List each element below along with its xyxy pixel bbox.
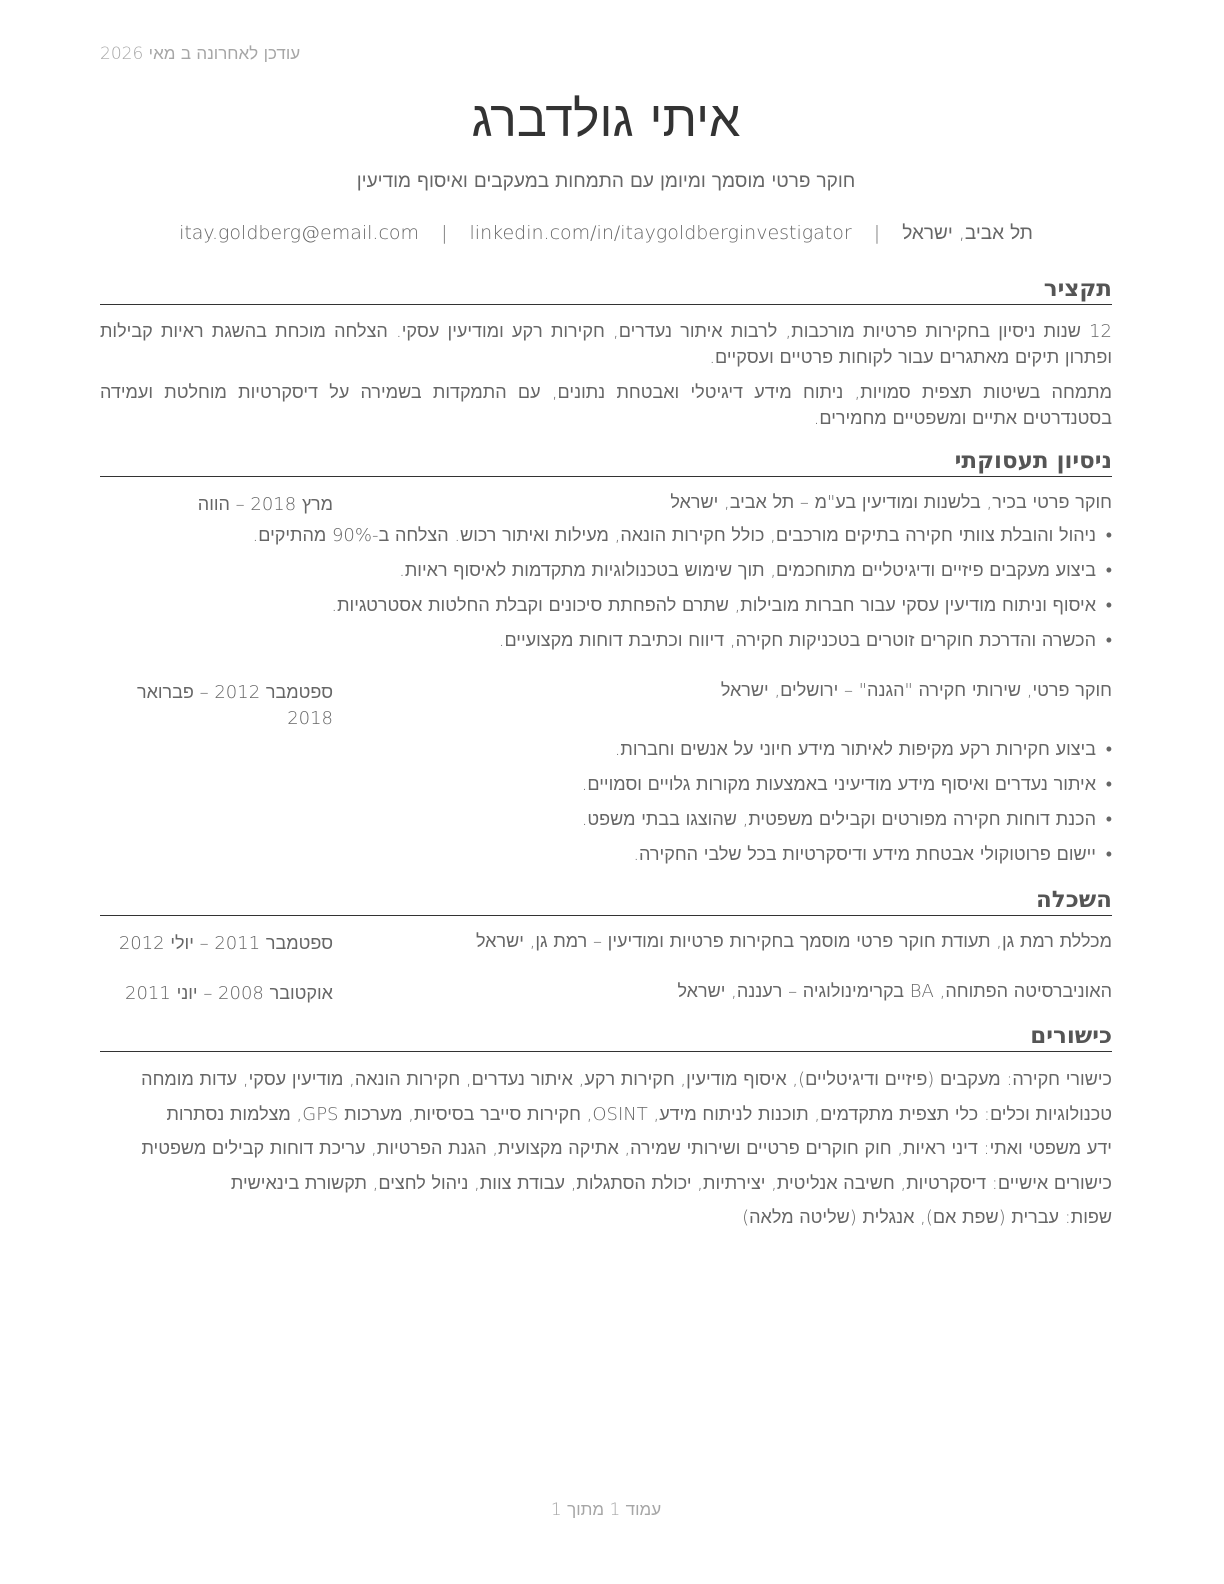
job-title: חוקר פרטי, שירותי חקירה "הגנה" – ירושלים, ישראל: [720, 680, 1112, 701]
job-date: ספטמבר 2012 – פברואר 2018: [136, 682, 333, 729]
skill-line: ידע משפטי ואתי: דיני ראיות, חוק חוקרים פרטיים ושירותי שמירה, אתיקה מקצועית, הגנת הפרטיות, עריכת דוחות קבילים משפטית: [141, 1138, 1112, 1159]
education-item: [100, 981, 1112, 1009]
job-date: מרץ 2018 – הווה: [197, 494, 333, 515]
list-item: • הכנת דוחות חקירה מפורטים וקבילים משפטית, שהוצגו בבתי משפט.: [100, 807, 1112, 842]
candidate-name: איתי גולדברג: [471, 90, 741, 148]
skill-line: שפות: עברית (שפת אם), אנגלית (שליטה מלאה): [742, 1207, 1112, 1228]
skill-line: כישורי חקירה: מעקבים (פיזיים ודיגיטליים), איסוף מודיעין, חקירות רקע, איתור נעדרים, חקירות הונאה, מודיעין עסקי, עדות מומחה: [141, 1069, 1112, 1090]
resume-page: [100, 0, 1112, 1584]
list-item: • ביצוע מעקבים פיזיים ודיגיטליים מתוחכמים, תוך שימוש בטכנולוגיות מתקדמות לאיסוף ראיות.: [100, 558, 1112, 593]
contact-separator: |: [873, 222, 881, 244]
job-bullets: [100, 523, 1112, 663]
section-title-skills: כישורים: [100, 1022, 1112, 1052]
section-title-experience: ניסיון תעסוקתי: [100, 447, 1112, 477]
contact-location: תל אביב, ישראל: [902, 222, 1033, 244]
section-title-summary: תקציר: [100, 275, 1112, 305]
last-updated: עודכן לאחרונה ב מאי 2026: [100, 44, 301, 64]
education-title: מכללת רמת גן, תעודת חוקר פרטי מוסמך בחקירות פרטיות ומודיעין – רמת גן, ישראל: [476, 931, 1112, 952]
list-item: • איסוף וניתוח מודיעין עסקי עבור חברות מובילות, שתרם להפחתת סיכונים וקבלת החלטות אסטרטגיות.: [100, 593, 1112, 628]
skill-line: כישורים אישיים: דיסקרטיות, חשיבה אנליטית, יצירתיות, יכולת הסתגלות, עבודת צוות, ניהול לחצים, תקשורת בינאישית: [230, 1172, 1112, 1194]
list-item: • הכשרה והדרכת חוקרים זוטרים בטכניקות חקירה, דיווח וכתיבת דוחות מקצועיים.: [100, 628, 1112, 663]
list-item: • ביצוע חקירות רקע מקיפות לאיתור מידע חיוני על אנשים וחברות.: [100, 737, 1112, 772]
headline: חוקר פרטי מוסמך ומיומן עם התמחות במעקבים ואיסוף מודיעין: [356, 170, 856, 192]
education-date: אוקטובר 2008 – יוני 2011: [125, 983, 333, 1004]
education-date: ספטמבר 2011 – יולי 2012: [118, 933, 333, 954]
list-item: • ניהול והובלת צוותי חקירה בתיקים מורכבים, כולל חקירות הונאה, מעילות ואיתור רכוש. הצלחה ב-90% מהתיקים.: [100, 523, 1112, 558]
job-header: [100, 492, 1112, 520]
list-item: • איתור נעדרים ואיסוף מידע מודיעיני באמצעות מקורות גלויים וסמויים.: [100, 772, 1112, 807]
skill-line: טכנולוגיות וכלים: כלי תצפית מתקדמים, תוכנות לניתוח מידע, OSINT, חקירות סייבר בסיסיות, מערכות GPS, מצלמות נסתרות: [166, 1103, 1112, 1125]
skills-list: [100, 1067, 1112, 1240]
job-header: [100, 680, 1112, 729]
job-bullets: [100, 737, 1112, 877]
list-item: • יישום פרוטוקולי אבטחת מידע ודיסקרטיות בכל שלבי החקירה.: [100, 842, 1112, 877]
job-title: חוקר פרטי בכיר, בלשנות ומודיעין בע"מ – תל אביב, ישראל: [670, 492, 1112, 513]
education-title: האוניברסיטה הפתוחה, BA בקרימינולוגיה – רעננה, ישראל: [677, 981, 1112, 1002]
education-item: [100, 931, 1112, 959]
contact-linkedin[interactable]: linkedin.com/in/itaygoldberginvestigator: [469, 222, 852, 244]
contact-line: [100, 222, 1112, 245]
section-title-education: השכלה: [100, 886, 1112, 916]
contact-separator: |: [441, 222, 448, 244]
summary-paragraph: 12 שנות ניסיון בחקירות פרטיות מורכבות, לרבות איתור נעדרים, חקירות רקע ומודיעין עסקי. הצלחה מוכחת בהשגת ראיות קבילות ופתרון תיקים מאתגרים עבור לקוחות פרטיים ועסקיים.: [100, 321, 1112, 368]
summary-paragraph: מתמחה בשיטות תצפית סמויות, ניתוח מידע דיגיטלי ואבטחת נתונים, עם התמקדות בשמירה על דיסקרטיות מוחלטת ועמידה בסטנדרטים אתיים ומשפטיים מחמירים.: [100, 382, 1112, 429]
page-number: עמוד 1 מתוך 1: [550, 1500, 662, 1520]
contact-email[interactable]: itay.goldberg@email.com: [179, 222, 420, 244]
